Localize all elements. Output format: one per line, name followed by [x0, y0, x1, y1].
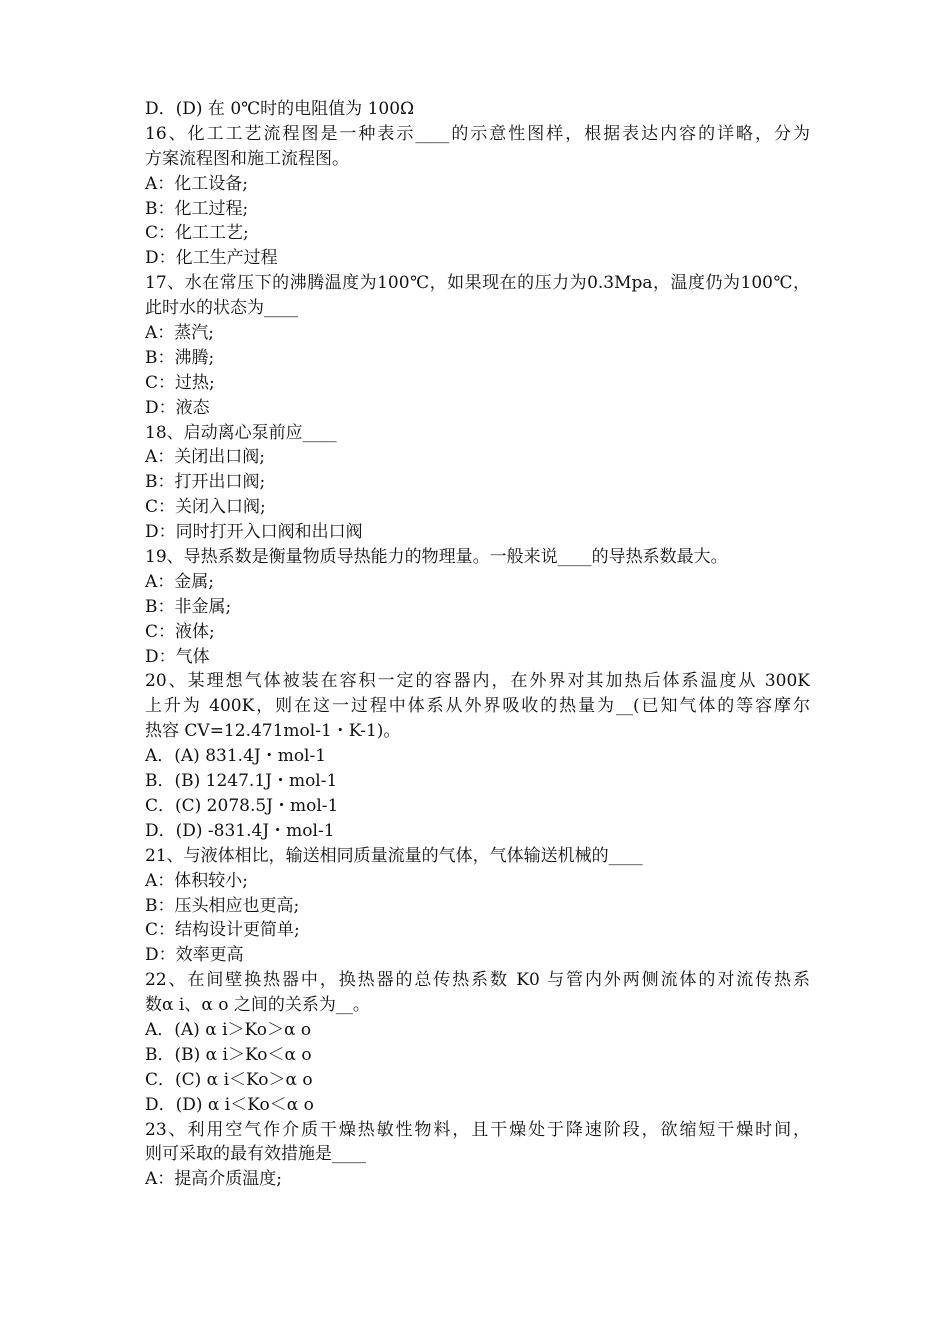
text-line: D：液态	[145, 397, 210, 418]
text-line: C．(C) 2078.5J・mol-1	[145, 795, 339, 816]
text-line: A：金属;	[145, 571, 215, 592]
text-line: 数α i、α o 之间的关系为__。	[145, 995, 370, 1016]
text-line: B：化工过程;	[145, 198, 249, 219]
text-line: B：打开出口阀;	[145, 472, 266, 493]
text-line: 21、与液体相比，输送相同质量流量的气体，气体输送机械的____	[145, 845, 643, 866]
text-line: B：沸腾;	[145, 347, 215, 368]
text-line: 19、导热系数是衡量物质导热能力的物理量。一般来说____的导热系数最大。	[145, 547, 728, 568]
text-line: 上升为 400K，则在这一过程中体系从外界吸收的热量为__(已知气体的等容摩尔	[145, 696, 810, 717]
text-line: A：提高介质温度;	[145, 1169, 283, 1190]
text-line: D：同时打开入口阀和出口阀	[145, 522, 363, 543]
text-line: 23、利用空气作介质干燥热敏性物料，且干燥处于降速阶段，欲缩短干燥时间，	[145, 1119, 810, 1140]
text-line: 热容 CV=12.471mol-1・K-1)。	[145, 721, 401, 742]
text-line: C：关闭入口阀;	[145, 497, 266, 518]
text-line: D：化工生产过程	[145, 248, 278, 269]
text-line: D．(D) 在 0℃时的电阻值为 100Ω	[145, 99, 415, 119]
text-line: 16、化工工艺流程图是一种表示____的示意性图样，根据表达内容的详略，分为	[145, 123, 810, 144]
text-line: D．(D) α i＜Ko＜α o	[145, 1094, 314, 1115]
text-line: C：结构设计更简单;	[145, 920, 300, 941]
text-line: 方案流程图和施工流程图。	[145, 148, 349, 169]
text-line: 20、某理想气体被装在容积一定的容器内，在外界对其加热后体系温度从 300K	[145, 671, 810, 692]
document-body	[145, 97, 810, 1192]
text-line: D：气体	[145, 646, 210, 667]
text-line: C：过热;	[145, 372, 215, 393]
text-line: B：非金属;	[145, 596, 232, 617]
text-line: C：液体;	[145, 621, 215, 642]
text-line: B．(B) 1247.1J・mol-1	[145, 771, 338, 792]
text-line: B：压头相应也更高;	[145, 895, 300, 916]
text-line: A：体积较小;	[145, 870, 249, 891]
text-line: A：关闭出口阀;	[145, 447, 266, 468]
text-line: A．(A) 831.4J・mol-1	[145, 746, 327, 767]
text-line: 17、水在常压下的沸腾温度为100℃，如果现在的压力为0.3Mpa，温度仍为100℃，	[145, 273, 810, 294]
text-line: A．(A) α i＞Ko＞α o	[145, 1019, 312, 1040]
text-line: 22、在间壁换热器中，换热器的总传热系数 K0 与管内外两侧流体的对流传热系	[145, 970, 810, 991]
text-line: B．(B) α i＞Ko＜α o	[145, 1044, 312, 1065]
text-line: D：效率更高	[145, 945, 244, 966]
text-line: 18、启动离心泵前应____	[145, 422, 337, 443]
text-line: 此时水的状态为____	[145, 298, 298, 319]
text-line: A：化工设备;	[145, 173, 249, 194]
text-line: D．(D) -831.4J・mol-1	[145, 820, 335, 841]
text-line: A：蒸汽;	[145, 323, 215, 344]
text-line: C．(C) α i＜Ko＞α o	[145, 1069, 313, 1090]
text-line: C：化工工艺;	[145, 223, 249, 244]
text-line: 则可采取的最有效措施是____	[145, 1144, 366, 1165]
